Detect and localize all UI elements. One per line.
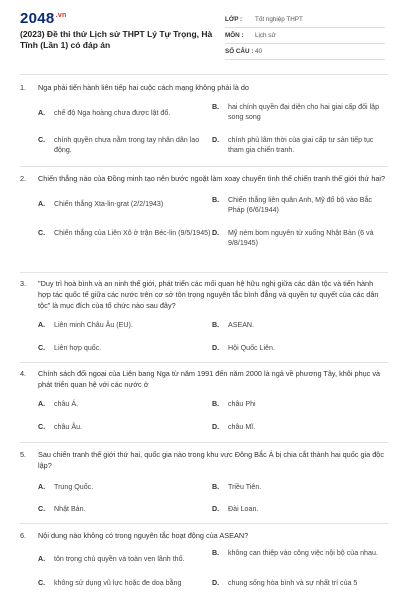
option-letter: C. bbox=[38, 136, 46, 144]
option-letter: D. bbox=[212, 505, 220, 513]
option-text: Đài Loan. bbox=[228, 505, 259, 513]
option-b[interactable] bbox=[212, 548, 388, 558]
option-text: Hội Quốc Liên. bbox=[228, 344, 275, 352]
option-b[interactable] bbox=[212, 102, 388, 122]
options bbox=[20, 100, 388, 164]
option-text: châu Âu. bbox=[54, 423, 83, 431]
option-text: Chiến thắng liên quân Anh, Mỹ đổ bộ vào Bắc Pháp (6/6/1944) bbox=[228, 196, 372, 214]
meta-row-subject bbox=[225, 28, 385, 44]
meta-label: LỚP : bbox=[225, 16, 243, 23]
option-text: tôn trọng chủ quyền và toàn vẹn lãnh thổ. bbox=[54, 555, 185, 563]
option-d[interactable] bbox=[212, 578, 388, 588]
option-a[interactable] bbox=[38, 399, 214, 409]
option-a[interactable] bbox=[38, 199, 214, 209]
option-letter: A. bbox=[38, 321, 46, 329]
option-letter: B. bbox=[212, 400, 220, 408]
question-number: 3. bbox=[20, 279, 27, 288]
option-c[interactable] bbox=[38, 422, 214, 432]
option-text: chế độ Nga hoàng chưa được lật đổ. bbox=[54, 109, 171, 117]
options bbox=[20, 318, 388, 360]
question-5 bbox=[20, 449, 388, 520]
option-text: không sử dụng vũ lực hoặc đe doạ bằng bbox=[54, 579, 182, 587]
option-letter: B. bbox=[212, 196, 220, 204]
logo-suffix: .vn bbox=[55, 12, 67, 19]
option-letter: D. bbox=[212, 344, 220, 352]
meta-value: Tốt nghiệp THPT bbox=[255, 16, 303, 23]
option-text: châu Á. bbox=[54, 400, 79, 408]
divider bbox=[20, 523, 388, 524]
document-meta bbox=[225, 12, 385, 60]
option-text: Chiến thắng Xta-lin-grat (2/2/1943) bbox=[54, 200, 164, 208]
option-text: hai chính quyền đại diện cho hai giai cấp đối lập song song bbox=[228, 103, 380, 121]
option-letter: C. bbox=[38, 229, 46, 237]
option-letter: C. bbox=[38, 344, 46, 352]
option-letter: D. bbox=[212, 579, 220, 587]
question-text: Chính sách đối ngoại của Liên bang Nga từ năm 1991 đến năm 2000 là ngả về phương Tây, khôi phục và phát triển quan hệ với các nước ở bbox=[38, 369, 381, 389]
option-text: Liên minh Châu Âu (EU). bbox=[54, 321, 133, 329]
option-text: Mỹ ném bom nguyên tử xuống Nhật Bản (6 và 9/8/1945) bbox=[228, 229, 374, 247]
option-letter: D. bbox=[212, 136, 220, 144]
option-text: châu Mĩ. bbox=[228, 423, 256, 431]
option-a[interactable] bbox=[38, 554, 214, 564]
meta-value: 40 bbox=[255, 48, 263, 55]
option-text: Triều Tiên. bbox=[228, 483, 262, 491]
divider bbox=[20, 442, 388, 443]
divider bbox=[20, 272, 388, 273]
question-text: Nga phải tiến hành liên tiếp hai cuộc cách mạng không phải là do bbox=[38, 83, 249, 92]
logo-text: 2048 bbox=[20, 10, 55, 27]
option-d[interactable] bbox=[212, 422, 388, 432]
option-c[interactable] bbox=[38, 135, 214, 155]
question-text: "Duy trì hoà bình và an ninh thế giới, phát triển các mối quan hệ hữu nghị giữa các dân tộc và tiến hành hợp tác quốc tế giữa các nước trên cơ sở tôn trọng nguyên tắc bình đẳng và quyền tự quyết của các dân tộc" là mục đích của tổ chức nào sau đây? bbox=[38, 279, 379, 310]
question-number: 1. bbox=[20, 83, 27, 92]
options bbox=[20, 478, 388, 520]
question-number: 2. bbox=[20, 174, 27, 183]
document-header bbox=[0, 0, 400, 62]
option-letter: D. bbox=[212, 423, 220, 431]
option-letter: A. bbox=[38, 109, 46, 117]
option-letter: A. bbox=[38, 483, 46, 491]
meta-label: SỐ CÂU : bbox=[225, 48, 254, 55]
option-text: Liên hợp quốc. bbox=[54, 344, 102, 352]
option-text: Nhật Bản. bbox=[54, 505, 86, 513]
option-b[interactable] bbox=[212, 399, 388, 409]
divider bbox=[20, 166, 388, 167]
option-letter: D. bbox=[212, 229, 220, 237]
option-text: Trung Quốc. bbox=[54, 483, 94, 491]
options bbox=[20, 191, 388, 253]
meta-label: MÔN : bbox=[225, 32, 244, 39]
question-3 bbox=[20, 278, 388, 360]
option-text: không can thiệp vào công việc nội bộ của nhau. bbox=[228, 549, 378, 557]
option-letter: B. bbox=[212, 549, 220, 557]
option-c[interactable] bbox=[38, 504, 214, 514]
question-6 bbox=[20, 530, 388, 600]
option-letter: B. bbox=[212, 321, 220, 329]
option-letter: A. bbox=[38, 555, 46, 563]
option-d[interactable] bbox=[212, 343, 388, 353]
option-letter: C. bbox=[38, 579, 46, 587]
option-letter: A. bbox=[38, 200, 46, 208]
option-letter: A. bbox=[38, 400, 46, 408]
site-logo[interactable] bbox=[20, 10, 67, 27]
document-title: (2023) Đề thi thử Lịch sử THPT Lý Tự Trọng, Hà Tĩnh (Lần 1) có đáp án bbox=[20, 29, 213, 50]
option-b[interactable] bbox=[212, 195, 388, 215]
option-letter: B. bbox=[212, 483, 220, 491]
divider bbox=[20, 74, 388, 75]
question-text: Nội dung nào không có trong nguyên tắc hoạt động của ASEAN? bbox=[38, 531, 249, 540]
option-a[interactable] bbox=[38, 108, 214, 118]
meta-row-count bbox=[225, 44, 385, 60]
options bbox=[20, 548, 388, 600]
question-4 bbox=[20, 368, 388, 439]
option-letter: C. bbox=[38, 505, 46, 513]
option-d[interactable] bbox=[212, 228, 388, 248]
option-text: chính phủ lâm thời của giai cấp tư sản tiếp tục tham gia chiến tranh. bbox=[228, 136, 374, 154]
option-a[interactable] bbox=[38, 482, 214, 492]
option-letter: B. bbox=[212, 103, 220, 111]
option-b[interactable] bbox=[212, 482, 388, 492]
option-c[interactable] bbox=[38, 228, 214, 238]
question-2 bbox=[20, 173, 388, 253]
option-d[interactable] bbox=[212, 135, 388, 155]
question-text: Sau chiến tranh thế giới thứ hai, quốc gia nào trong khu vực Đông Bắc Á bị chia cắt thành hai quốc gia độc lập? bbox=[38, 450, 384, 470]
option-c[interactable] bbox=[38, 343, 214, 353]
meta-row-class bbox=[225, 12, 385, 28]
question-number: 4. bbox=[20, 369, 27, 378]
option-text: chính quyền chưa nằm trong tay nhân dân lao động. bbox=[54, 136, 200, 154]
question-1 bbox=[20, 82, 388, 164]
option-d[interactable] bbox=[212, 504, 388, 514]
question-number: 6. bbox=[20, 531, 27, 540]
divider bbox=[20, 362, 388, 363]
option-a[interactable] bbox=[38, 320, 214, 330]
option-b[interactable] bbox=[212, 320, 388, 330]
option-letter: C. bbox=[38, 423, 46, 431]
question-number: 5. bbox=[20, 450, 27, 459]
option-text: ASEAN. bbox=[228, 321, 255, 329]
options bbox=[20, 397, 388, 439]
option-text: chung sống hòa bình và sự nhất trí của 5 bbox=[228, 579, 358, 587]
option-text: châu Phi bbox=[228, 400, 256, 408]
question-text: Chiến thắng nào của Đồng minh tạo nên bước ngoặt làm xoay chuyển tình thế chiến tranh thế giới thứ hai? bbox=[38, 174, 386, 183]
meta-value: Lịch sử bbox=[255, 32, 276, 39]
option-text: Chiến thắng của Liên Xô ở trận Béc-lin (9/5/1945) bbox=[54, 229, 211, 237]
option-c[interactable] bbox=[38, 578, 214, 588]
